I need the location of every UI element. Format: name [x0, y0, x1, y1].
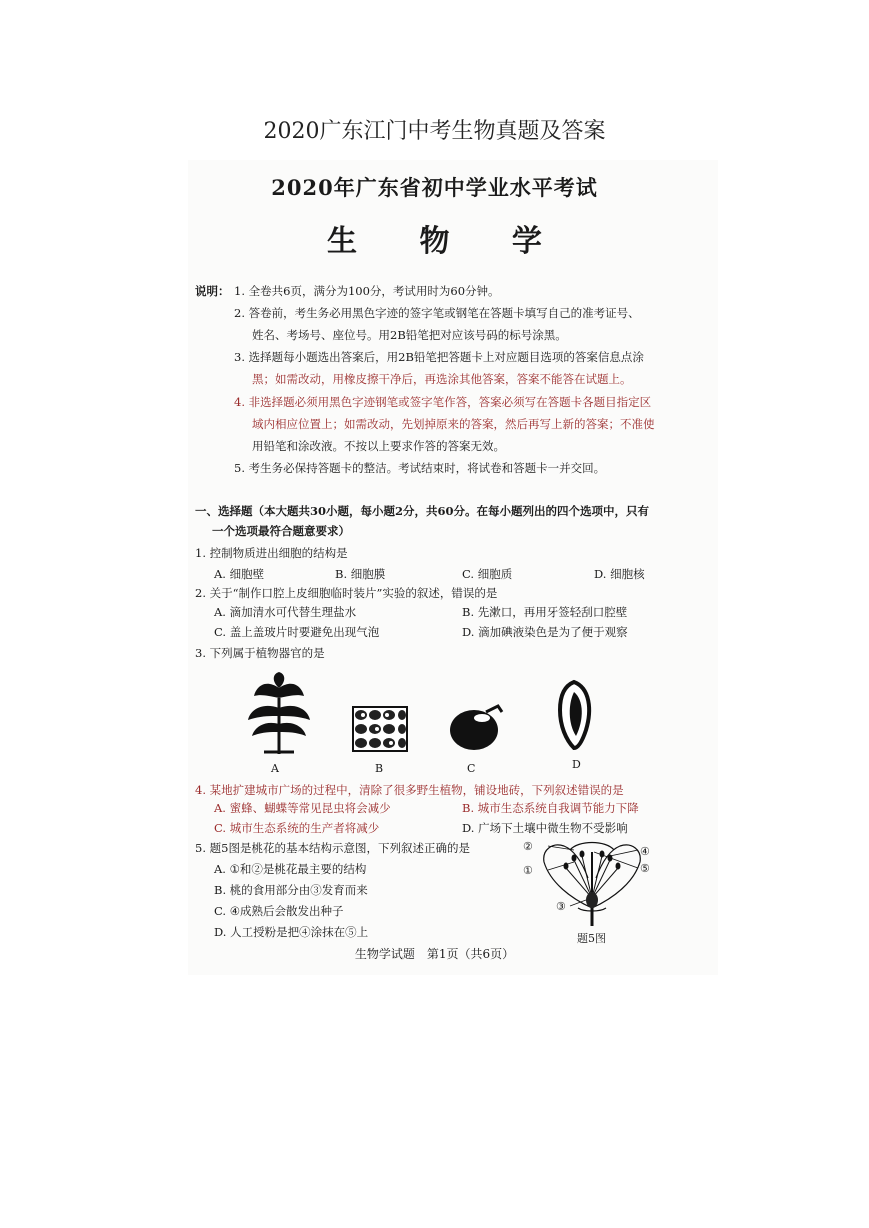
question-4-stem: 4. 某地扩建城市广场的过程中，清除了很多野生植物，铺设地砖，下列叙述错误的是 — [195, 783, 624, 797]
instruction-line: 用铅笔和涂改液。不按以上要求作答的答案无效。 — [252, 439, 505, 453]
question-5-option-a: A. ①和②是桃花最主要的结构 — [214, 862, 367, 876]
question-5-option-d: D. 人工授粉是把④涂抹在⑤上 — [214, 925, 369, 939]
question-3-stem: 3. 下列属于植物器官的是 — [195, 646, 325, 660]
flower-marker-3: ③ — [556, 900, 566, 913]
question-2-option-c: C. 盖上盖玻片时要避免出现气泡 — [214, 625, 380, 639]
flower-marker-5: ⑤ — [640, 862, 650, 875]
figure-5-caption: 题5图 — [577, 932, 606, 945]
question-1-option-a: A. 细胞壁 — [214, 567, 265, 581]
leaf-cross-section-figure — [554, 680, 594, 750]
figure-label-b: B — [375, 762, 384, 775]
question-2-stem: 2. 关于“制作口腔上皮细胞临时装片”实验的叙述，错误的是 — [195, 586, 498, 600]
page-footer: 生物学试题 第1页（共6页） — [354, 947, 515, 961]
figure-label-a: A — [271, 762, 279, 775]
question-5-option-c: C. ④成熟后会散发出种子 — [214, 904, 344, 918]
section-header: 一、选择题（本大题共30小题，每小题2分，共60分。在每小题列出的四个选项中，只有 — [195, 504, 650, 518]
exam-title: 2020年广东省初中学业水平考试 — [271, 175, 598, 200]
question-4-option-c: C. 城市生态系统的生产者将减少 — [214, 821, 380, 835]
instructions-label: 说明： — [195, 284, 230, 298]
question-4-option-b: B. 城市生态系统自我调节能力下降 — [462, 801, 639, 815]
flower-marker-4: ④ — [640, 845, 650, 858]
question-2-option-d: D. 滴加碘液染色是为了便于观察 — [462, 625, 628, 639]
instruction-line: 3. 选择题每小题选出答案后，用2B铅笔把答题卡上对应题目选项的答案信息点涂 — [234, 350, 644, 364]
flower-marker-2: ② — [523, 840, 533, 853]
tissue-figure — [352, 706, 408, 752]
peach-flower-diagram — [530, 838, 650, 928]
question-2-option-b: B. 先漱口，再用牙签轻刮口腔壁 — [462, 605, 628, 619]
question-1-stem: 1. 控制物质进出细胞的结构是 — [195, 546, 348, 560]
document-title: 2020广东江门中考生物真题及答案 — [263, 119, 606, 144]
whole-plant-figure — [244, 668, 314, 756]
instruction-line: 5. 考生务必保持答题卡的整洁。考试结束时，将试卷和答题卡一并交回。 — [234, 461, 606, 475]
fruit-figure — [448, 704, 506, 752]
figure-label-d: D — [572, 758, 581, 771]
instruction-line: 域内相应位置上；如需改动，先划掉原来的答案，然后再写上新的答案；不准使 — [252, 417, 655, 431]
question-5-option-b: B. 桃的食用部分由③发育而来 — [214, 883, 368, 897]
instruction-line: 姓名、考场号、座位号。用2B铅笔把对应该号码的标号涂黑。 — [252, 328, 567, 342]
question-4-option-d: D. 广场下土壤中微生物不受影响 — [462, 821, 628, 835]
instruction-line: 4. 非选择题必须用黑色字迹钢笔或签字笔作答，答案必须写在答题卡各题目指定区 — [234, 395, 652, 409]
subject-title: 生 物 学 — [327, 224, 568, 259]
question-1-option-d: D. 细胞核 — [594, 567, 645, 581]
instruction-line: 1. 全卷共6页，满分为100分，考试用时为60分钟。 — [234, 284, 500, 298]
question-5-stem: 5. 题5图是桃花的基本结构示意图，下列叙述正确的是 — [195, 841, 470, 855]
instruction-line: 2. 答卷前，考生务必用黑色字迹的签字笔或钢笔在答题卡填写自己的准考证号、 — [234, 306, 640, 320]
question-4-option-a: A. 蜜蜂、蝴蝶等常见昆虫将会减少 — [214, 801, 391, 815]
question-1-option-b: B. 细胞膜 — [335, 567, 386, 581]
question-1-option-c: C. 细胞质 — [462, 567, 513, 581]
instruction-line: 黑；如需改动，用橡皮擦干净后，再选涂其他答案，答案不能答在试题上。 — [252, 372, 632, 386]
figure-label-c: C — [467, 762, 476, 775]
section-header-cont: 一个选项最符合题意要求） — [212, 524, 350, 538]
question-2-option-a: A. 滴加清水可代替生理盐水 — [214, 605, 357, 619]
flower-marker-1: ① — [523, 864, 533, 877]
